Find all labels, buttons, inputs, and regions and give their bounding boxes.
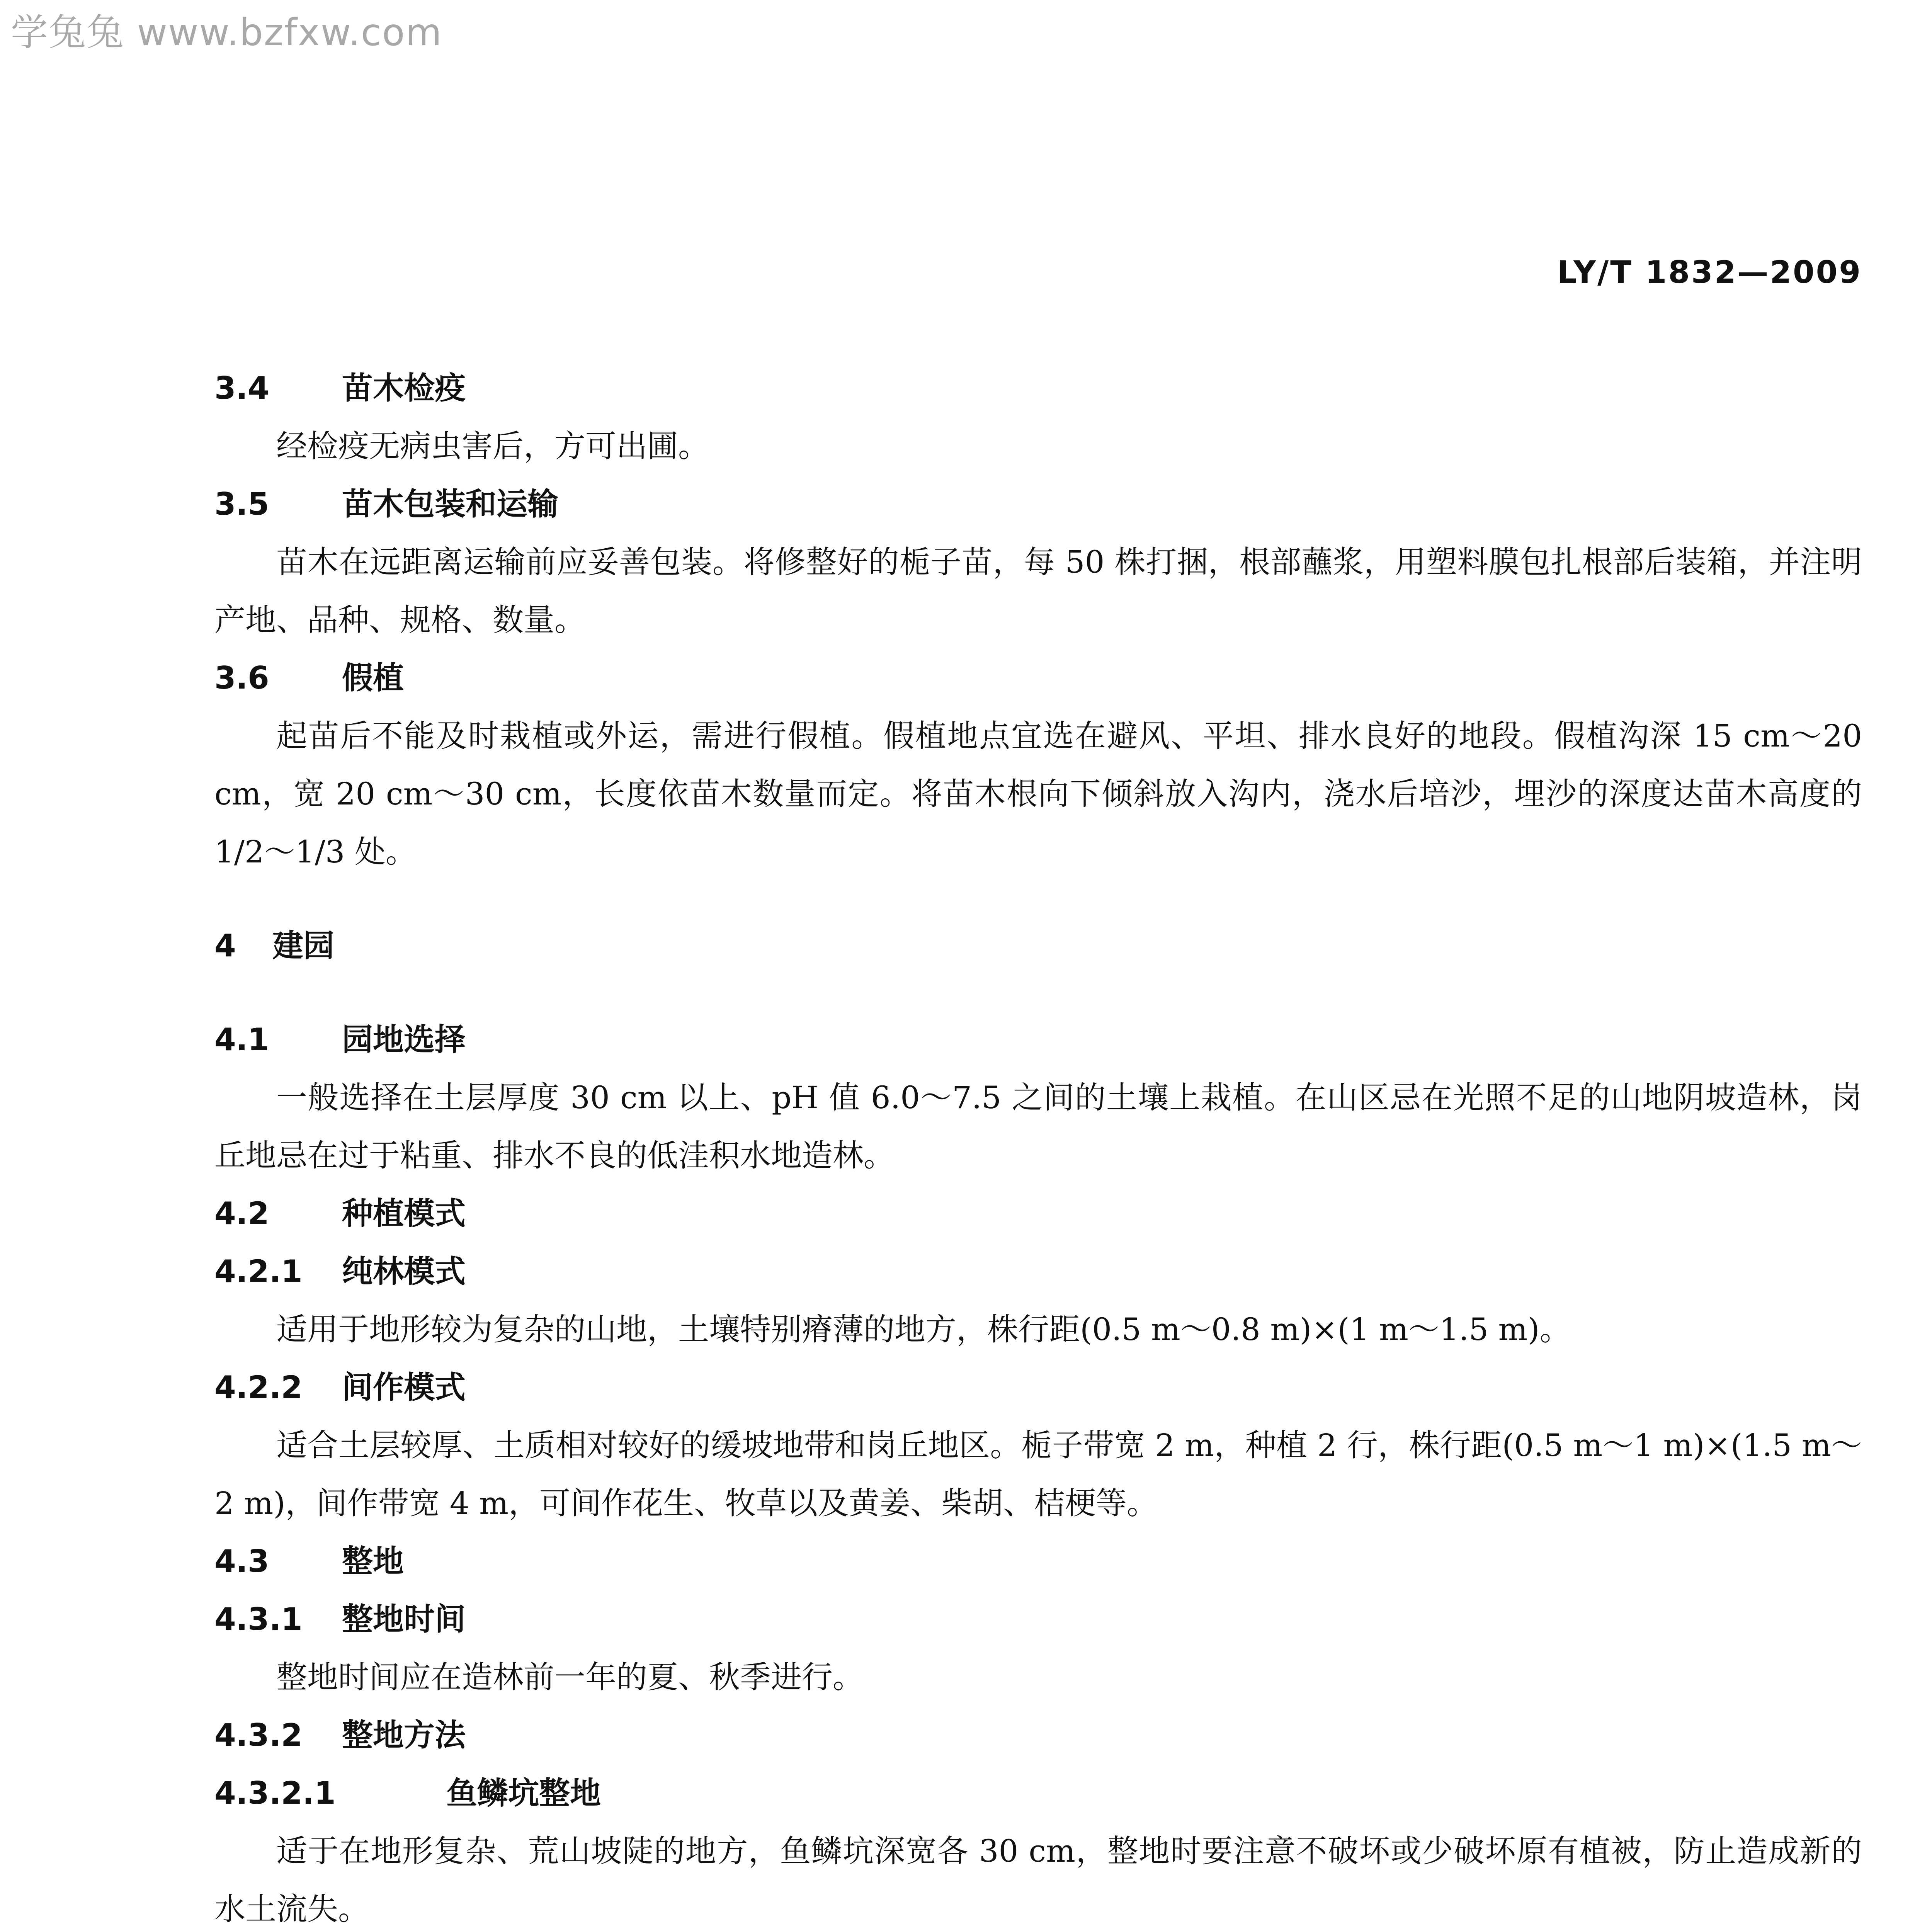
section-number: 4.2.2 [214,1369,303,1405]
section-heading [214,1185,1862,1243]
section-number: 3.4 [214,370,269,406]
section-title: 苗木包装和运输 [342,486,558,522]
subsection-heading [214,1243,1862,1301]
section-title: 整地时间 [342,1601,466,1637]
section-number: 3.5 [214,486,269,522]
section-title: 纯林模式 [342,1253,466,1289]
section-number: 4.3.2 [214,1717,303,1753]
section-gap [214,978,1862,1011]
paragraph: 适用于地形较为复杂的山地，土壤特别瘠薄的地方，株行距(0.5 m～0.8 m)×(1 m～1.5 m)。 [276,1311,1571,1347]
subsection-heading [214,1706,1862,1764]
section-number: 3.6 [214,660,269,696]
section-heading [214,359,1862,417]
chapter-title: 建园 [272,928,334,964]
section-title: 苗木检疫 [342,370,466,406]
section-number: 4.2 [214,1196,269,1231]
chapter-heading [214,913,1862,978]
watermark: 学兔兔 www.bzfxw.com [11,11,442,54]
paragraph: 苗木在远距离运输前应妥善包装。将修整好的栀子苗，每 50 株打捆，根部蘸浆，用塑料膜包扎根部后装箱，并注明产地、品种、规格、数量。 [214,544,1862,638]
section-number: 4.3.1 [214,1601,303,1637]
section-title: 假植 [342,660,404,696]
standard-code: LY/T 1832—2009 [1557,254,1862,290]
section-number: 4.2.1 [214,1253,303,1289]
subsubsection-heading [214,1764,1862,1822]
paragraph: 经检疫无病虫害后，方可出圃。 [276,428,709,464]
section-title: 间作模式 [342,1369,466,1405]
section-number: 4.1 [214,1022,269,1058]
chapter-number: 4 [214,928,236,964]
document-body [214,359,1862,1932]
section-title: 种植模式 [342,1196,466,1231]
paragraph: 适合土层较厚、土质相对较好的缓坡地带和岗丘地区。栀子带宽 2 m，种植 2 行，株行距(0.5 m～1 m)×(1.5 m～2 m)，间作带宽 4 m，可间作花生、牧草以及黄姜、柴胡、桔梗等。 [214,1427,1862,1521]
section-title: 鱼鳞坑整地 [446,1775,601,1811]
section-title: 整地 [342,1543,404,1579]
section-gap [214,881,1862,913]
section-title: 整地方法 [342,1717,466,1753]
paragraph: 一般选择在土层厚度 30 cm 以上、pH 值 6.0～7.5 之间的土壤上栽植。在山区忌在光照不足的山地阴坡造林，岗丘地忌在过于粘重、排水不良的低洼积水地造林。 [214,1080,1862,1173]
section-heading [214,649,1862,707]
paragraph: 整地时间应在造林前一年的夏、秋季进行。 [276,1659,864,1695]
section-number: 4.3.2.1 [214,1775,336,1811]
section-heading [214,475,1862,533]
subsection-heading [214,1359,1862,1417]
paragraph: 适于在地形复杂、荒山坡陡的地方，鱼鳞坑深宽各 30 cm，整地时要注意不破坏或少破坏原有植被，防止造成新的水土流失。 [214,1833,1862,1927]
section-heading [214,1532,1862,1590]
section-heading [214,1011,1862,1069]
subsection-heading [214,1590,1862,1648]
section-title: 园地选择 [342,1022,466,1058]
section-number: 4.3 [214,1543,269,1579]
paragraph: 起苗后不能及时栽植或外运，需进行假植。假植地点宜选在避风、平坦、排水良好的地段。假植沟深 15 cm～20 cm，宽 20 cm～30 cm，长度依苗木数量而定。将苗木根向下倾斜放入沟内，浇水后培沙，埋沙的深度达苗木高度的 1/2～1/3 处。 [214,718,1862,870]
